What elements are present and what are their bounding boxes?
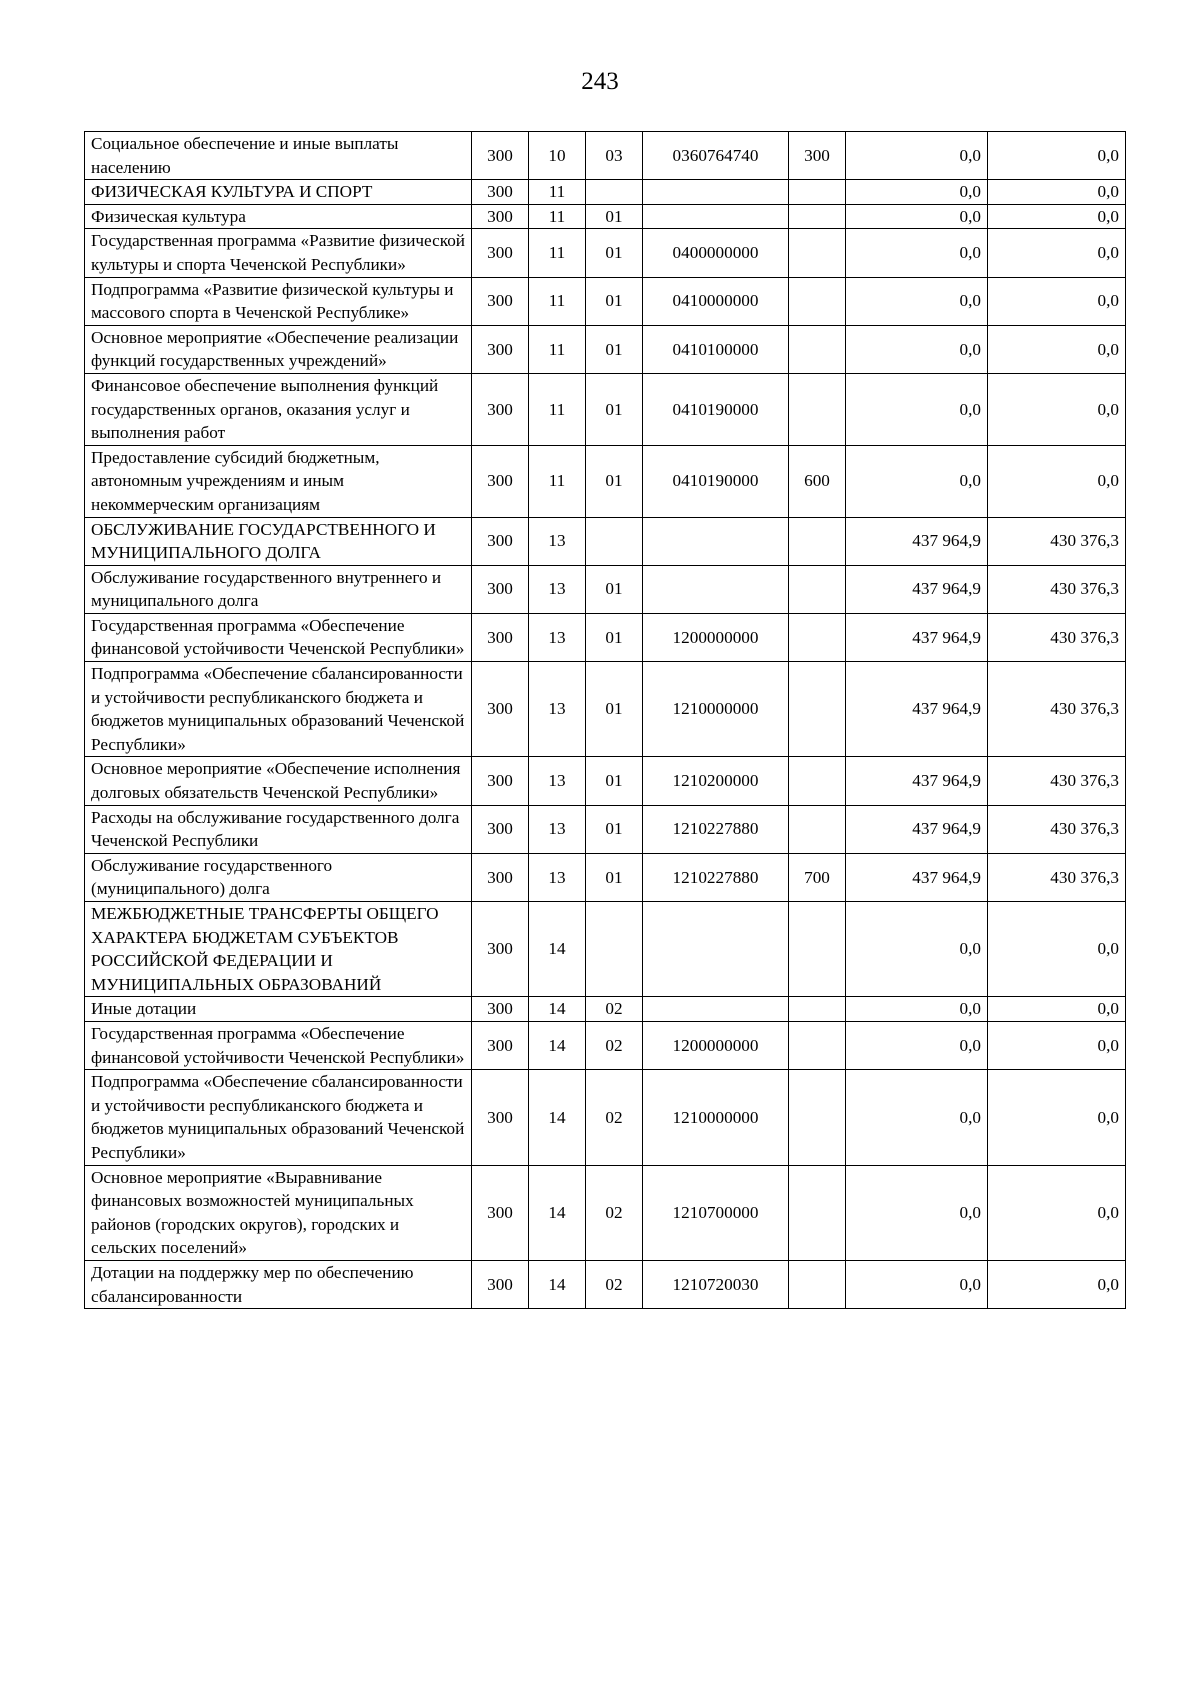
amount-year2-cell: 430 376,3	[988, 613, 1126, 661]
section-code-cell: 11	[529, 373, 586, 445]
table-row	[85, 229, 1126, 277]
expense-type-cell	[789, 373, 846, 445]
ministry-code-cell: 300	[472, 204, 529, 229]
subsection-code-cell: 03	[586, 132, 643, 180]
amount-year2-cell: 0,0	[988, 325, 1126, 373]
subsection-code-cell: 02	[586, 1070, 643, 1165]
target-article-cell	[643, 180, 789, 205]
subsection-code-cell: 01	[586, 757, 643, 805]
target-article-cell	[643, 902, 789, 997]
target-article-cell: 1210200000	[643, 757, 789, 805]
row-name-cell: ОБСЛУЖИВАНИЕ ГОСУДАРСТВЕННОГО И МУНИЦИПАЛЬНОГО ДОЛГА	[85, 517, 472, 565]
section-code-cell: 14	[529, 1021, 586, 1069]
amount-year1-cell: 0,0	[846, 373, 988, 445]
subsection-code-cell: 01	[586, 204, 643, 229]
ministry-code-cell: 300	[472, 445, 529, 517]
target-article-cell: 0410100000	[643, 325, 789, 373]
section-code-cell: 13	[529, 853, 586, 901]
ministry-code-cell: 300	[472, 805, 529, 853]
page-number: 243	[581, 68, 619, 95]
ministry-code-cell: 300	[472, 132, 529, 180]
table-row	[85, 613, 1126, 661]
table-row	[85, 180, 1126, 205]
amount-year1-cell: 0,0	[846, 1165, 988, 1260]
ministry-code-cell: 300	[472, 613, 529, 661]
section-code-cell: 11	[529, 180, 586, 205]
target-article-cell: 0410190000	[643, 445, 789, 517]
subsection-code-cell: 01	[586, 662, 643, 757]
row-name-cell: Физическая культура	[85, 204, 472, 229]
table-row	[85, 277, 1126, 325]
target-article-cell: 0410000000	[643, 277, 789, 325]
row-name-cell: Государственная программа «Обеспечение финансовой устойчивости Чеченской Республики»	[85, 613, 472, 661]
target-article-cell	[643, 565, 789, 613]
amount-year1-cell: 0,0	[846, 132, 988, 180]
target-article-cell: 0410190000	[643, 373, 789, 445]
amount-year2-cell: 0,0	[988, 1260, 1126, 1308]
amount-year2-cell: 430 376,3	[988, 805, 1126, 853]
subsection-code-cell: 01	[586, 565, 643, 613]
amount-year2-cell: 430 376,3	[988, 757, 1126, 805]
section-code-cell: 13	[529, 565, 586, 613]
ministry-code-cell: 300	[472, 997, 529, 1022]
amount-year2-cell: 0,0	[988, 132, 1126, 180]
expense-type-cell	[789, 517, 846, 565]
amount-year1-cell: 0,0	[846, 204, 988, 229]
table-row	[85, 565, 1126, 613]
subsection-code-cell: 02	[586, 1165, 643, 1260]
section-code-cell: 11	[529, 277, 586, 325]
table-row	[85, 997, 1126, 1022]
row-name-cell: Расходы на обслуживание государственного долга Чеченской Республики	[85, 805, 472, 853]
row-name-cell: Государственная программа «Обеспечение финансовой устойчивости Чеченской Республики»	[85, 1021, 472, 1069]
target-article-cell: 1210227880	[643, 853, 789, 901]
target-article-cell: 1210700000	[643, 1165, 789, 1260]
amount-year2-cell: 0,0	[988, 1165, 1126, 1260]
ministry-code-cell: 300	[472, 1021, 529, 1069]
row-name-cell: Основное мероприятие «Выравнивание финансовых возможностей муниципальных районов (городских округов), городских и сельских поселений»	[85, 1165, 472, 1260]
expense-type-cell	[789, 229, 846, 277]
ministry-code-cell: 300	[472, 325, 529, 373]
amount-year2-cell: 0,0	[988, 997, 1126, 1022]
amount-year1-cell: 0,0	[846, 445, 988, 517]
row-name-cell: ФИЗИЧЕСКАЯ КУЛЬТУРА И СПОРТ	[85, 180, 472, 205]
target-article-cell: 1210000000	[643, 662, 789, 757]
table-row	[85, 373, 1126, 445]
table-row	[85, 1260, 1126, 1308]
row-name-cell: Государственная программа «Развитие физической культуры и спорта Чеченской Республики»	[85, 229, 472, 277]
subsection-code-cell: 01	[586, 805, 643, 853]
subsection-code-cell: 01	[586, 445, 643, 517]
subsection-code-cell: 01	[586, 229, 643, 277]
subsection-code-cell	[586, 180, 643, 205]
ministry-code-cell: 300	[472, 902, 529, 997]
table-row	[85, 132, 1126, 180]
row-name-cell: Дотации на поддержку мер по обеспечению сбалансированности	[85, 1260, 472, 1308]
expense-type-cell	[789, 277, 846, 325]
row-name-cell: Подпрограмма «Обеспечение сбалансированности и устойчивости республиканского бюджета и бюджетов муниципальных образований Чеченской Республики»	[85, 1070, 472, 1165]
expense-type-cell	[789, 997, 846, 1022]
table-row	[85, 853, 1126, 901]
ministry-code-cell: 300	[472, 565, 529, 613]
target-article-cell: 1210000000	[643, 1070, 789, 1165]
subsection-code-cell: 02	[586, 997, 643, 1022]
section-code-cell: 13	[529, 805, 586, 853]
amount-year2-cell: 430 376,3	[988, 565, 1126, 613]
subsection-code-cell: 01	[586, 853, 643, 901]
table-row	[85, 805, 1126, 853]
amount-year1-cell: 437 964,9	[846, 517, 988, 565]
ministry-code-cell: 300	[472, 853, 529, 901]
amount-year1-cell: 437 964,9	[846, 662, 988, 757]
ministry-code-cell: 300	[472, 373, 529, 445]
section-code-cell: 11	[529, 229, 586, 277]
amount-year2-cell: 430 376,3	[988, 662, 1126, 757]
section-code-cell: 13	[529, 662, 586, 757]
target-article-cell: 1200000000	[643, 1021, 789, 1069]
amount-year2-cell: 0,0	[988, 277, 1126, 325]
row-name-cell: Основное мероприятие «Обеспечение исполнения долговых обязательств Чеченской Республики»	[85, 757, 472, 805]
ministry-code-cell: 300	[472, 1260, 529, 1308]
expense-type-cell	[789, 1021, 846, 1069]
expense-type-cell	[789, 1260, 846, 1308]
amount-year1-cell: 0,0	[846, 1021, 988, 1069]
expense-type-cell	[789, 204, 846, 229]
expense-type-cell	[789, 1070, 846, 1165]
table-row	[85, 662, 1126, 757]
section-code-cell: 13	[529, 757, 586, 805]
section-code-cell: 10	[529, 132, 586, 180]
amount-year2-cell: 0,0	[988, 373, 1126, 445]
amount-year1-cell: 0,0	[846, 180, 988, 205]
row-name-cell: Обслуживание государственного (муниципального) долга	[85, 853, 472, 901]
expense-type-cell	[789, 757, 846, 805]
section-code-cell: 13	[529, 517, 586, 565]
ministry-code-cell: 300	[472, 180, 529, 205]
ministry-code-cell: 300	[472, 1070, 529, 1165]
row-name-cell: Социальное обеспечение и иные выплаты населению	[85, 132, 472, 180]
subsection-code-cell: 02	[586, 1260, 643, 1308]
budget-table	[84, 131, 1126, 1309]
amount-year1-cell: 0,0	[846, 902, 988, 997]
section-code-cell: 11	[529, 204, 586, 229]
amount-year2-cell: 0,0	[988, 180, 1126, 205]
expense-type-cell	[789, 180, 846, 205]
amount-year1-cell: 0,0	[846, 229, 988, 277]
table-row	[85, 445, 1126, 517]
table-row	[85, 757, 1126, 805]
subsection-code-cell	[586, 517, 643, 565]
ministry-code-cell: 300	[472, 662, 529, 757]
amount-year1-cell: 0,0	[846, 1070, 988, 1165]
table-row	[85, 1165, 1126, 1260]
amount-year2-cell: 0,0	[988, 1021, 1126, 1069]
row-name-cell: Основное мероприятие «Обеспечение реализации функций государственных учреждений»	[85, 325, 472, 373]
expense-type-cell	[789, 325, 846, 373]
amount-year2-cell: 0,0	[988, 204, 1126, 229]
section-code-cell: 14	[529, 1260, 586, 1308]
expense-type-cell	[789, 613, 846, 661]
table-row	[85, 517, 1126, 565]
amount-year2-cell: 0,0	[988, 445, 1126, 517]
section-code-cell: 14	[529, 997, 586, 1022]
section-code-cell: 14	[529, 902, 586, 997]
section-code-cell: 13	[529, 613, 586, 661]
ministry-code-cell: 300	[472, 517, 529, 565]
row-name-cell: Подпрограмма «Развитие физической культуры и массового спорта в Чеченской Республике»	[85, 277, 472, 325]
amount-year1-cell: 0,0	[846, 325, 988, 373]
ministry-code-cell: 300	[472, 757, 529, 805]
subsection-code-cell: 01	[586, 277, 643, 325]
ministry-code-cell: 300	[472, 1165, 529, 1260]
amount-year1-cell: 437 964,9	[846, 805, 988, 853]
target-article-cell	[643, 204, 789, 229]
target-article-cell: 1210720030	[643, 1260, 789, 1308]
target-article-cell: 0360764740	[643, 132, 789, 180]
section-code-cell: 11	[529, 325, 586, 373]
amount-year1-cell: 0,0	[846, 997, 988, 1022]
target-article-cell: 1200000000	[643, 613, 789, 661]
subsection-code-cell: 02	[586, 1021, 643, 1069]
row-name-cell: Подпрограмма «Обеспечение сбалансированности и устойчивости республиканского бюджета и бюджетов муниципальных образований Чеченской Республики»	[85, 662, 472, 757]
ministry-code-cell: 300	[472, 277, 529, 325]
table-row	[85, 1021, 1126, 1069]
amount-year1-cell: 437 964,9	[846, 565, 988, 613]
target-article-cell: 0400000000	[643, 229, 789, 277]
subsection-code-cell: 01	[586, 373, 643, 445]
amount-year1-cell: 437 964,9	[846, 613, 988, 661]
amount-year2-cell: 430 376,3	[988, 853, 1126, 901]
amount-year2-cell: 0,0	[988, 1070, 1126, 1165]
table-row	[85, 204, 1126, 229]
row-name-cell: Обслуживание государственного внутреннего и муниципального долга	[85, 565, 472, 613]
expense-type-cell	[789, 902, 846, 997]
target-article-cell	[643, 997, 789, 1022]
subsection-code-cell: 01	[586, 613, 643, 661]
row-name-cell: Предоставление субсидий бюджетным, автономным учреждениям и иным некоммерческим организациям	[85, 445, 472, 517]
amount-year1-cell: 437 964,9	[846, 853, 988, 901]
amount-year1-cell: 0,0	[846, 277, 988, 325]
expense-type-cell	[789, 805, 846, 853]
target-article-cell: 1210227880	[643, 805, 789, 853]
expense-type-cell: 600	[789, 445, 846, 517]
amount-year2-cell: 0,0	[988, 229, 1126, 277]
ministry-code-cell: 300	[472, 229, 529, 277]
amount-year1-cell: 437 964,9	[846, 757, 988, 805]
section-code-cell: 14	[529, 1070, 586, 1165]
table-body	[85, 132, 1126, 1309]
table-row	[85, 902, 1126, 997]
row-name-cell: Иные дотации	[85, 997, 472, 1022]
expense-type-cell	[789, 1165, 846, 1260]
expense-type-cell	[789, 565, 846, 613]
amount-year1-cell: 0,0	[846, 1260, 988, 1308]
amount-year2-cell: 0,0	[988, 902, 1126, 997]
table-row	[85, 1070, 1126, 1165]
expense-type-cell: 300	[789, 132, 846, 180]
amount-year2-cell: 430 376,3	[988, 517, 1126, 565]
expense-type-cell: 700	[789, 853, 846, 901]
subsection-code-cell	[586, 902, 643, 997]
row-name-cell: МЕЖБЮДЖЕТНЫЕ ТРАНСФЕРТЫ ОБЩЕГО ХАРАКТЕРА БЮДЖЕТАМ СУБЪЕКТОВ РОССИЙСКОЙ ФЕДЕРАЦИИ И МУНИЦИПАЛЬНЫХ ОБРАЗОВАНИЙ	[85, 902, 472, 997]
section-code-cell: 11	[529, 445, 586, 517]
row-name-cell: Финансовое обеспечение выполнения функций государственных органов, оказания услуг и выполнения работ	[85, 373, 472, 445]
expense-type-cell	[789, 662, 846, 757]
section-code-cell: 14	[529, 1165, 586, 1260]
target-article-cell	[643, 517, 789, 565]
subsection-code-cell: 01	[586, 325, 643, 373]
table-row	[85, 325, 1126, 373]
